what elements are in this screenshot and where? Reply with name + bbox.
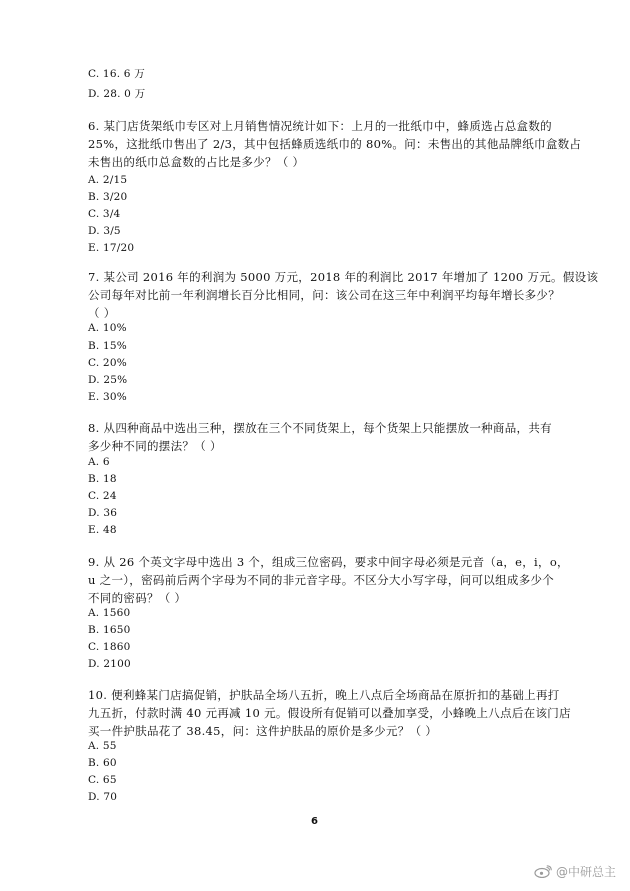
q10-option-c: C. 65 <box>88 774 117 786</box>
q6-option-c: C. 3/4 <box>88 208 121 220</box>
q7-option-d: D. 25% <box>88 374 128 386</box>
q6-option-b: B. 3/20 <box>88 191 128 203</box>
question-line: 买一件护肤品花了 38.45，问：这件护肤品的原价是多少元？（ ） <box>88 724 438 738</box>
question-line: 未售出的纸巾总盒数的占比是多少？（ ） <box>88 155 305 169</box>
q9-option-c: C. 1860 <box>88 641 131 653</box>
q8-option-c: C. 24 <box>88 490 117 502</box>
question-line: 9. 从 26 个英文字母中选出 3 个，组成三位密码，要求中间字母必须是元音（a，e，i，o， <box>88 555 569 569</box>
option-c-prev: C. 16. 6 万 <box>88 68 145 80</box>
q10-option-d: D. 70 <box>88 791 118 803</box>
question-line: 公司每年对比前一年利润增长百分比相同，问：该公司在这三年中利润平均每年增长多少？ <box>88 288 560 302</box>
question-line: 25%，这批纸巾售出了 2/3，其中包括蜂质选纸巾的 80%。问：未售出的其他品牌纸巾盒数占 <box>88 137 582 151</box>
watermark-text: @中研总主 <box>555 865 616 879</box>
question-line: 6. 某门店货架纸巾专区对上月销售情况统计如下：上月的一批纸巾中，蜂质选占总盒数的 <box>88 119 552 133</box>
question-10 <box>88 686 571 740</box>
q8-option-a: A. 6 <box>88 456 110 468</box>
question-8 <box>88 419 552 455</box>
q10-option-a: A. 55 <box>88 740 117 752</box>
question-line: 不同的密码？（ ） <box>88 591 187 605</box>
q9-option-d: D. 2100 <box>88 658 131 670</box>
q6-option-a: A. 2/15 <box>88 174 128 186</box>
q8-option-e: E. 48 <box>88 524 117 536</box>
question-7 <box>88 268 599 322</box>
q8-option-b: B. 18 <box>88 473 117 485</box>
page-number: 6 <box>311 816 318 827</box>
question-line: 多少种不同的摆法？（ ） <box>88 439 222 453</box>
q6-option-d: D. 3/5 <box>88 225 121 237</box>
q6-option-e: E. 17/20 <box>88 242 135 254</box>
watermark <box>534 863 616 880</box>
question-line: （ ） <box>88 306 116 320</box>
q7-option-e: E. 30% <box>88 391 127 403</box>
question-line: u 之一），密码前后两个字母为不同的非元音字母。不区分大小写字母，问可以组成多少个 <box>88 573 555 587</box>
q10-option-b: B. 60 <box>88 757 117 769</box>
q7-option-a: A. 10% <box>88 322 127 334</box>
question-line: 7. 某公司 2016 年的利润为 5000 万元，2018 年的利润比 2017 年增加了 1200 万元。假设该 <box>88 270 599 284</box>
question-line: 10. 便利蜂某门店搞促销，护肤品全场八五折，晚上八点后全场商品在原折扣的基础上再打 <box>88 688 560 702</box>
q9-option-b: B. 1650 <box>88 624 131 636</box>
q7-option-b: B. 15% <box>88 340 127 352</box>
q9-option-a: A. 1560 <box>88 607 131 619</box>
weibo-icon <box>534 865 552 878</box>
q8-option-d: D. 36 <box>88 507 118 519</box>
question-line: 九五折，付款时满 40 元再减 10 元。假设所有促销可以叠加享受，小蜂晚上八点后在该门店 <box>88 706 571 720</box>
q7-option-c: C. 20% <box>88 357 127 369</box>
question-6 <box>88 117 582 171</box>
question-line: 8. 从四种商品中选出三种，摆放在三个不同货架上，每个货架上只能摆放一种商品，共有 <box>88 421 552 435</box>
question-9 <box>88 553 569 607</box>
option-d-prev: D. 28. 0 万 <box>88 88 146 100</box>
